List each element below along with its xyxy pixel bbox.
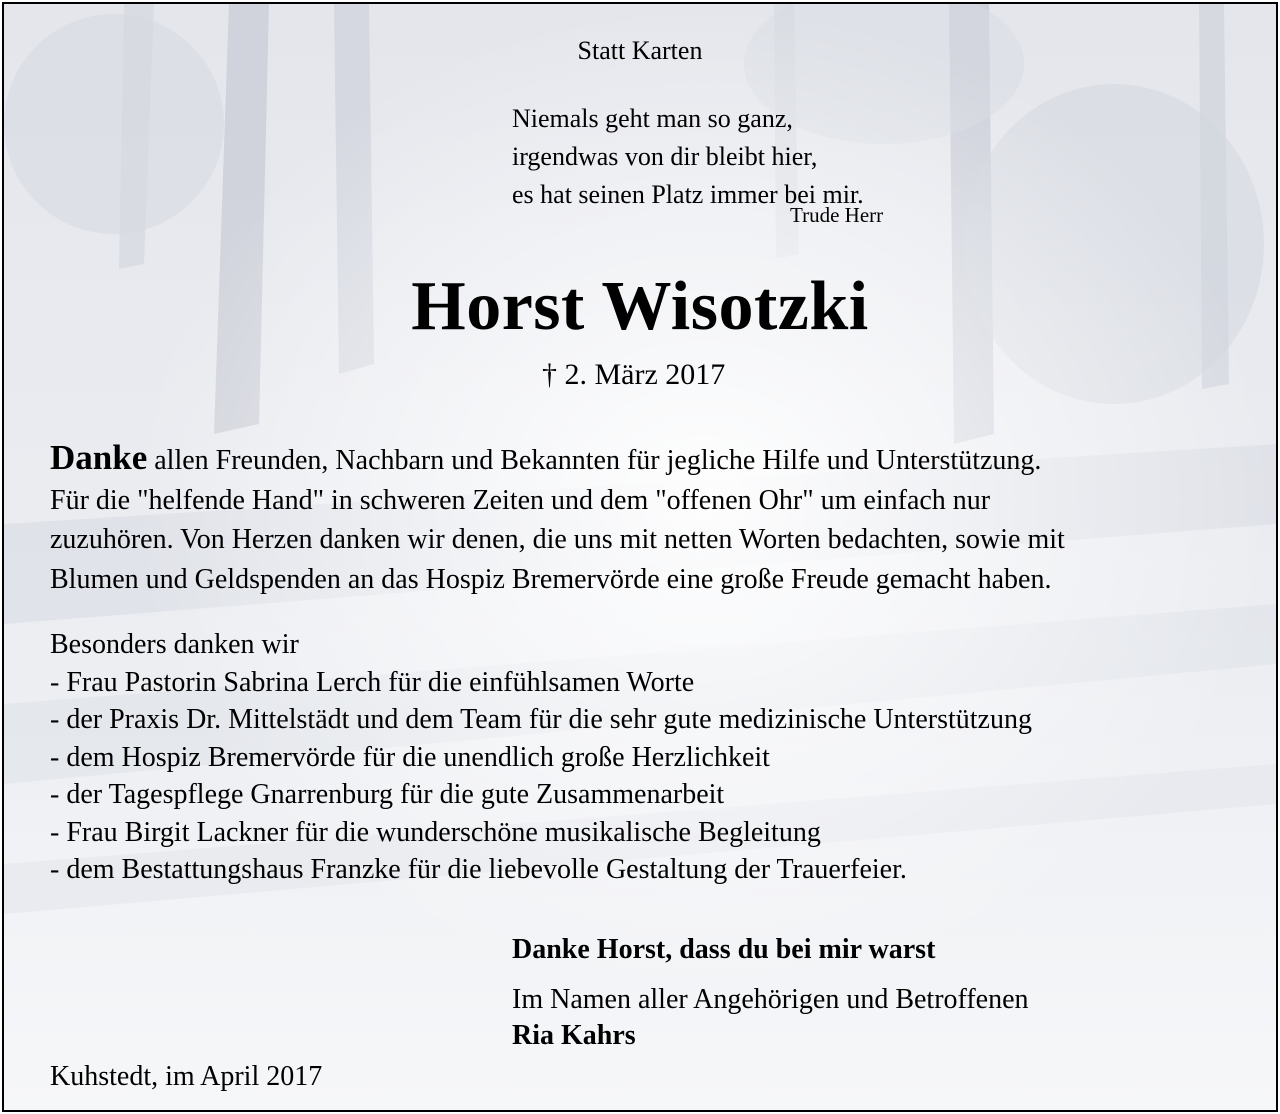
- obituary-notice: [2, 2, 1278, 1112]
- thanks-paragraph: [50, 438, 1250, 599]
- signer-name: Ria Kahrs: [512, 1020, 636, 1051]
- poem-line: irgendwas von dir bleibt hier,: [512, 142, 818, 171]
- on-behalf-line: Im Namen aller Angehörigen und Betroffenen: [512, 984, 1029, 1015]
- special-thanks-item: - der Tagespflege Gnarrenburg für die gute Zusammenarbeit: [50, 779, 725, 810]
- special-thanks-item: - dem Hospiz Bremervörde für die unendlich große Herzlichkeit: [50, 741, 770, 773]
- statt-karten-label: Statt Karten: [577, 36, 703, 65]
- thanks-line: Blumen und Geldspenden an das Hospiz Bremervörde eine große Freude gemacht haben.: [50, 563, 1052, 595]
- place-date: Kuhstedt, im April 2017: [50, 1061, 323, 1092]
- poem-line: es hat seinen Platz immer bei mir.: [512, 180, 864, 209]
- thanks-line: [50, 438, 1250, 481]
- special-thanks-item: - dem Bestattungshaus Franzke für die liebevolle Gestaltung der Trauerfeier.: [50, 854, 907, 885]
- closing-dedication: Danke Horst, dass du bei mir warst: [512, 934, 936, 965]
- death-date: † 2. März 2017: [542, 358, 726, 391]
- thanks-lead-word: Danke: [50, 438, 148, 477]
- thanks-line: zuzuhören. Von Herzen danken wir denen, die uns mit netten Worten bedachten, sowie mit: [50, 524, 1065, 555]
- thanks-line: Für die "helfende Hand" in schweren Zeiten und dem "offenen Ohr" um einfach nur: [50, 484, 991, 516]
- poem-author: Trude Herr: [790, 203, 884, 227]
- special-thanks-item: - der Praxis Dr. Mittelstädt und dem Team für die sehr gute medizinische Unterstützung: [50, 704, 1032, 735]
- special-thanks-item: - Frau Pastorin Sabrina Lerch für die einfühlsamen Worte: [50, 666, 695, 698]
- thanks-line-rest: allen Freunden, Nachbarn und Bekannten für jegliche Hilfe und Unterstützung.: [147, 445, 1042, 476]
- special-thanks-list: [50, 626, 1032, 889]
- special-thanks-intro: Besonders danken wir: [50, 629, 299, 660]
- poem-line: Niemals geht man so ganz,: [512, 104, 793, 133]
- deceased-name: Horst Wisotzki: [411, 268, 869, 345]
- special-thanks-item: - Frau Birgit Lackner für die wunderschöne musikalische Begleitung: [50, 816, 821, 848]
- poem-quote: [512, 100, 864, 214]
